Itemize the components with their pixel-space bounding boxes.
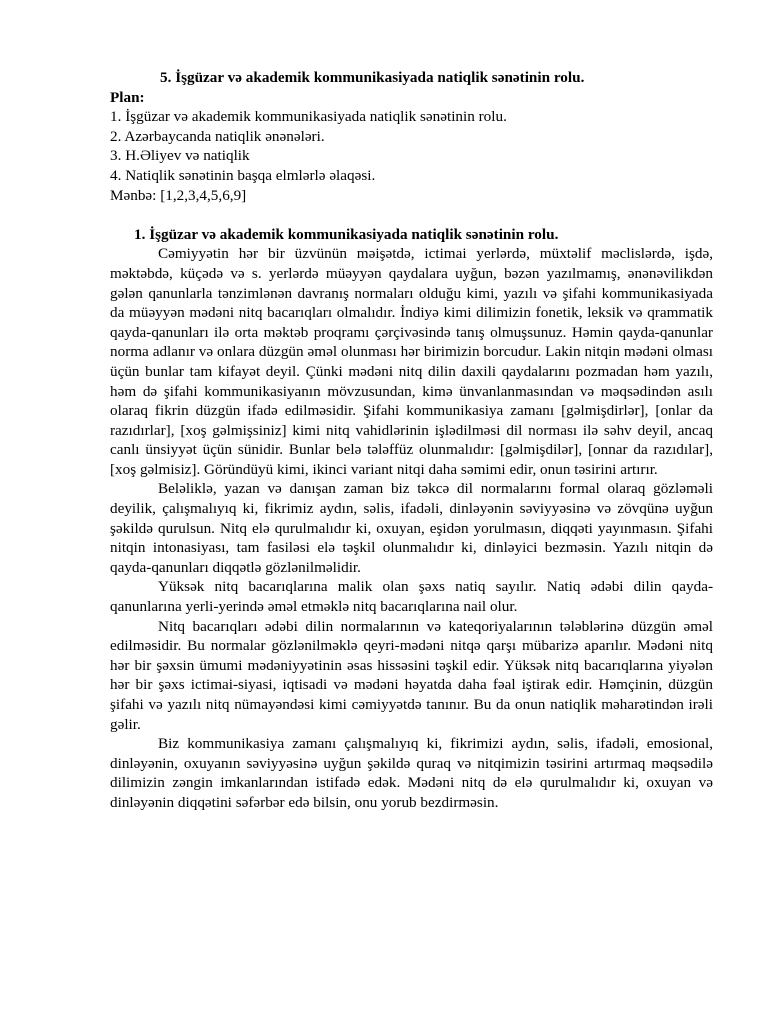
plan-label: Plan: xyxy=(110,88,145,106)
paragraph-3: Yüksək nitq bacarıqlarına malik olan şəxs natiq sayılır. Natiq ədəbi dilin qayda-qanunlarına yerli-yerində əməl etməklə nitq bacarıqlarına nail olur. xyxy=(110,578,713,616)
section-heading: 1. İşgüzar və akademik kommunikasiyada natiqlik sənətinin rolu. xyxy=(134,225,559,243)
plan-item-3: 3. H.Əliyev və natiqlik xyxy=(110,147,250,165)
plan-item-2: 2. Azərbaycanda natiqlik ənənələri. xyxy=(110,127,325,145)
plan-item-1: 1. İşgüzar və akademik kommunikasiyada natiqlik sənətinin rolu. xyxy=(110,108,507,126)
document-page xyxy=(110,68,713,813)
spacer xyxy=(110,205,713,225)
document-title: 5. İşgüzar və akademik kommunikasiyada natiqlik sənətinin rolu. xyxy=(160,69,585,86)
paragraph-2: Beləliklə, yazan və danışan zaman biz təkcə dil normalarını formal olaraq gözləməli deyilik, çalışmalıyıq ki, fikrimiz aydın, səlis, ifadəli, dinləyənin səviyyəsinə və zövqünə uyğun şəkildə qurulsun. Nitq elə qurulmalıdır ki, oxuyan, eşidən yorulmasın, diqqəti yayınmasın. Şifahi nitqin intonasiyası, tam fasiləsi elə təşkil olunmalıdır ki, dinləyici bezməsin. Yazılı nitqin də qayda-qanunları diqqətlə gözlənilməlidir. xyxy=(110,480,713,576)
paragraph-1: Cəmiyyətin hər bir üzvünün məişətdə, ictimai yerlərdə, müxtəlif məclislərdə, işdə, məktəbdə, küçədə və s. yerlərdə müəyyən qaydalara uyğun, bəzən yazılmamış, ənənəvilikdən gələn qanunlarla tənzimlənən davranış normaları olduğu kimi, yazılı və şifahi kommunikasiyada da müəyyən mədəni nitq bacarıqları olmalıdır. İndiyə kimi dilimizin fonetik, leksik və qrammatik qayda-qanunları ilə orta məktəb proqramı çərçivəsində tanış olmuşsunuz. Həmin qayda-qanunlar norma adlanır və onlara düzgün əməl olunması hər birimizin borcudur. Lakin nitqin mədəni olması üçün bunlar tam kifayət deyil. Çünki mədəni nitq dilin daxili qaydalarını pozmadan həm yazılı, həm də şifahi kommunikasiyanın mövzusundan, kimə ünvanlanmasından və məqsədindən asılı olaraq fikrin düzgün ifadə edilməsidir. Şifahi kommunikasiya zamanı [gəlmişdirlər], [onlar da razıdırlar], [xoş gəlmişsiniz] kimi nitq vahidlərinin işlədilməsi dil norması ilə səhv deyil, ancaq canlı ünsiyyət üçün sünidir. Bunlar belə tələffüz olunmalıdır: [gəlmişdilər], [onnar da razıdılar], [xoş gəlmisiz]. Göründüyü kimi, ikinci variant nitqi daha səmimi edir, onun təsirini artırır. xyxy=(110,245,713,478)
source-line: Mənbə: [1,2,3,4,5,6,9] xyxy=(110,186,247,204)
paragraph-5: Biz kommunikasiya zamanı çalışmalıyıq ki, fikrimizi aydın, səlis, ifadəli, emosional, dinləyənin, oxuyanın səviyyəsinə uyğun şəkildə quraq və nitqimizin təsirini artırmaq məqsədilə dilimizin zəngin imkanlarından istifadə edək. Mədəni nitq də elə qurulmalıdır ki, oxuyan və dinləyənin diqqətini səfərbər edə bilsin, onu yorub bezdirməsin. xyxy=(110,735,713,811)
plan-item-4: 4. Natiqlik sənətinin başqa elmlərlə əlaqəsi. xyxy=(110,166,376,184)
paragraph-4: Nitq bacarıqları ədəbi dilin normalarının və kateqoriyalarının tələblərinə düzgün əməl edilməsidir. Bu normalar gözlənilməklə qeyri-mədəni nitqə qarşı mübarizə aparılır. Mədəni nitq hər bir şəxsin ümumi mədəniyyətinin əsas hissəsini təşkil edir. Yüksək nitq bacarıqlarına yiyələn hər bir şəxs ictimai-siyasi, iqtisadi və mədəni həyatda daha fəal iştirak edir. Həmçinin, düzgün şifahi və yazılı nitq nümayəndəsi kimi cəmiyyətdə tanınır. Bu da onun natiqlik məharətindən irəli gəlir. xyxy=(110,617,713,733)
